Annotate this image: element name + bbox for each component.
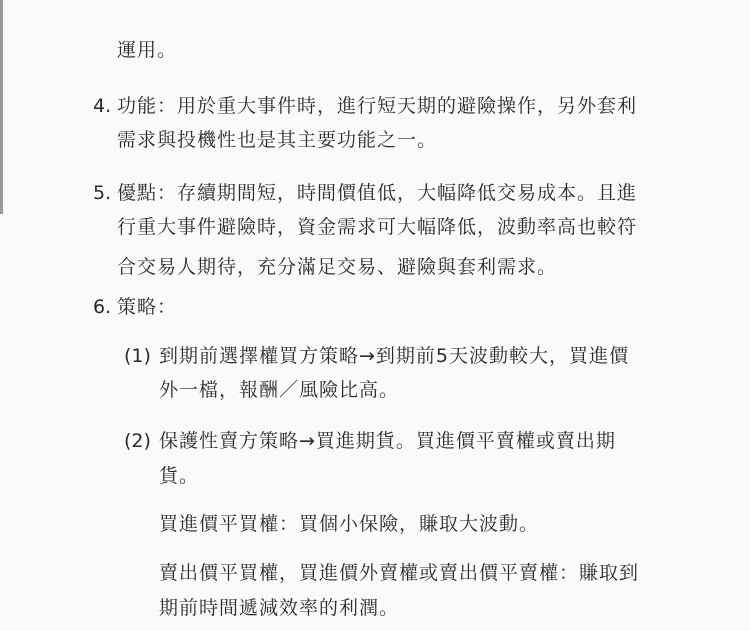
item-number: 6. — [93, 296, 112, 318]
sub-item-number: (1) — [124, 345, 151, 367]
text-line: 期前時間遞減效率的利潤。 — [159, 597, 400, 619]
text-line: 到期前選擇權買方策略→到期前5天波動較大，買進價 — [159, 345, 630, 367]
text-line: 保護性賣方策略→買進期貨。買進價平賣權或賣出期 — [159, 430, 616, 452]
text-line: 策略： — [117, 296, 178, 318]
item-number: 4. — [93, 95, 112, 117]
sub-item-number: (2) — [124, 430, 151, 452]
text-line: 行重大事件避險時，資金需求可大幅降低，波動率高也較符 — [117, 216, 638, 238]
item-number: 5. — [93, 182, 112, 204]
text-line: 買進價平買權：買個小保險，賺取大波動。 — [159, 513, 540, 535]
text-line: 外一檔，報酬／風險比高。 — [159, 379, 400, 401]
text-line: 運用。 — [117, 39, 178, 61]
text-line: 賣出價平買權，買進價外賣權或賣出價平賣權：賺取到 — [159, 562, 640, 584]
page-edge-line — [0, 0, 3, 214]
text-line: 需求與投機性也是其主要功能之一。 — [117, 129, 438, 151]
text-line: 功能：用於重大事件時，進行短天期的避險操作，另外套利 — [117, 95, 638, 117]
text-line: 合交易人期待，充分滿足交易、避險與套利需求。 — [117, 256, 558, 278]
text-line: 貨。 — [159, 465, 200, 487]
text-line: 優點：存續期間短，時間價值低，大幅降低交易成本。且進 — [117, 182, 638, 204]
